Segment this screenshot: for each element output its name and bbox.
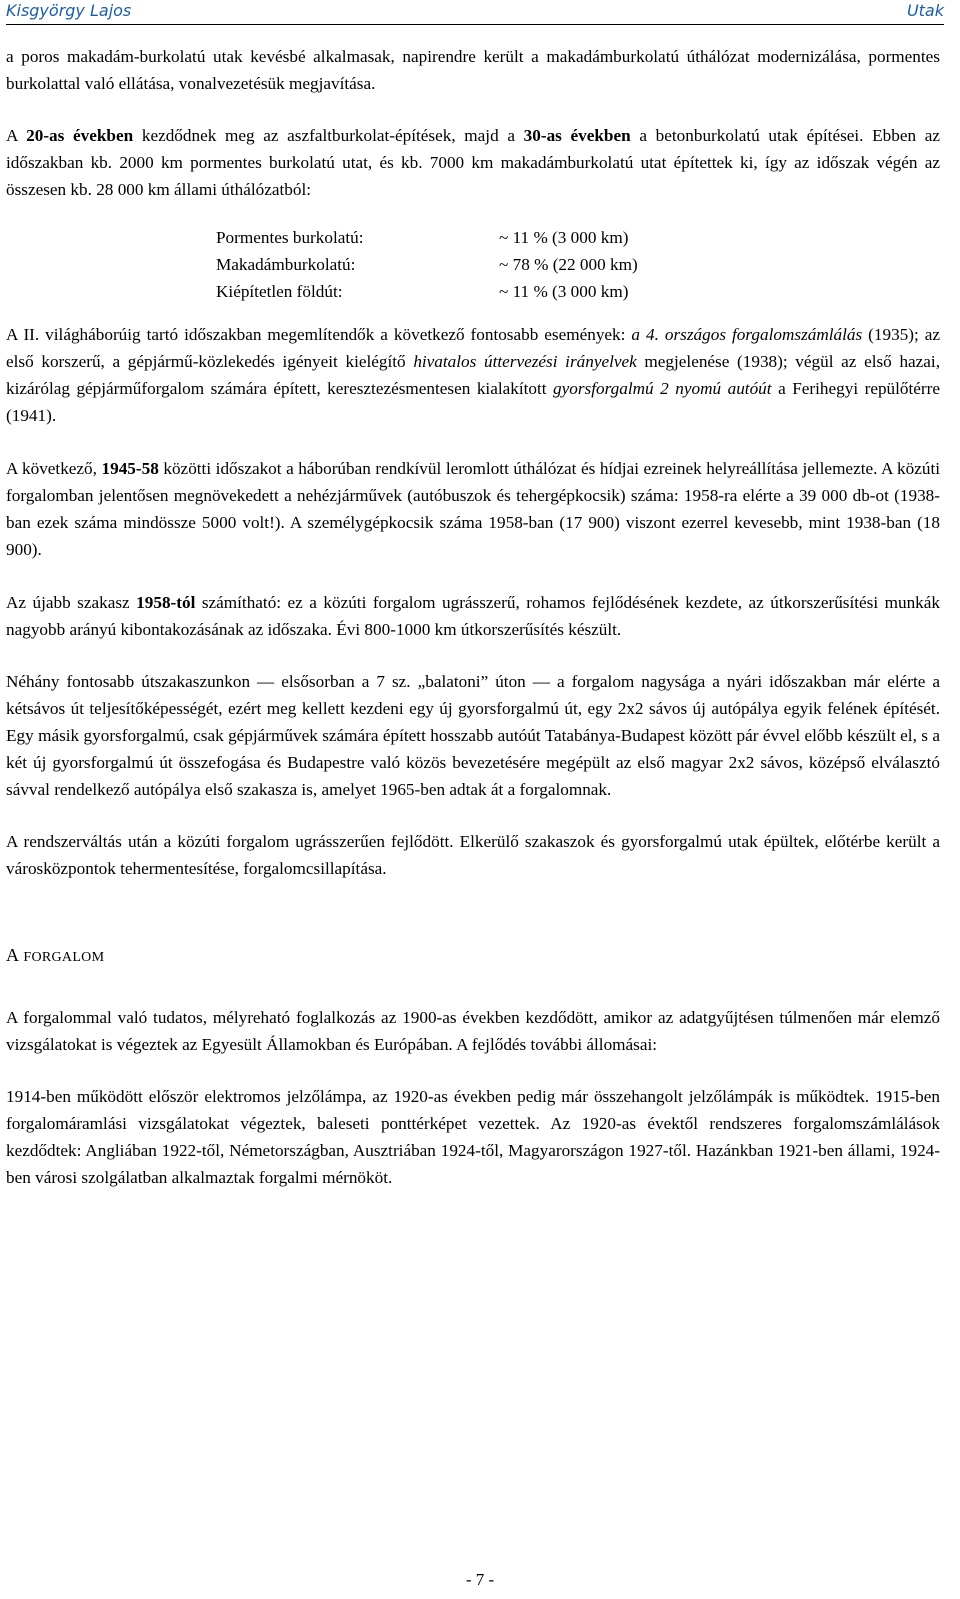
stats-label: Pormentes burkolatú: [216, 228, 364, 247]
p2-bold-1: 20-as években [26, 126, 134, 145]
paragraph-5 [6, 589, 940, 643]
p3-text-a: A II. világháborúig tartó időszakban megemlítendők a következő fontosabb események: [6, 325, 632, 344]
p5-text-a: Az újabb szakasz [6, 593, 137, 612]
p4-bold: 1945-58 [101, 459, 159, 478]
p5-bold: 1958-tól [136, 593, 196, 612]
p4-text-c: közötti időszakot a háborúban rendkívül leromlott úthálózat és hídjai ezreinek helyreállítása jellemezte. A közúti forgalomban jelentősen megnövekedett a nehézjárművek (autóbuszok és tehergépkocsik) száma: 1958-ra elérte a 39 000 db-ot (1938-ban ezek száma mindössze 5000 volt!). A személygépkocsik száma 1958-ban (17 900) viszont ezerrel kevesebb, mint 1938-ban (18 900). [6, 459, 940, 559]
paragraph-1: a poros makadám-burkolatú utak kevésbé alkalmasak, napirendre került a makadámburkolatú úthálózat modernizálása, pormentes burkolattal való ellátása, vonalvezetésük megjavítása. [6, 47, 940, 93]
stats-label: Makadámburkolatú: [216, 255, 356, 274]
running-header [6, 0, 944, 25]
section-heading-rest: FORGALOM [23, 950, 105, 965]
p3-italic-1: a 4. országos forgalomszámlálás [631, 325, 863, 344]
p2-bold-2: 30-as években [523, 126, 631, 145]
p2-text-c: kezdődnek meg az aszfaltburkolat-építések, majd a [133, 126, 524, 145]
p3-italic-2: hivatalos úttervezési irányelvek [413, 352, 637, 371]
body-text [6, 43, 940, 1191]
paragraph-3 [6, 321, 940, 429]
page-number: - 7 - [465, 1570, 495, 1589]
p3-text-c: megjelenése (1938); végül az első hazai, kizárólag gépjárműforgalom számára épített, keresztezésmentesen kialakított [6, 352, 940, 398]
p5-text-c: számítható: ez a közúti forgalom ugrásszerű, rohamos fejlődésének kezdete, az útkorszerűsítési munkák nagyobb arányú kibontakozásának az időszaka. Évi 800-1000 km útkorszerűsítés készült. [6, 593, 940, 639]
section-heading-initial: A [6, 945, 19, 965]
stats-label: Kiépítetlen földút: [216, 282, 343, 301]
stats-row [216, 251, 638, 278]
stats-value: ~ 11 % (3 000 km) [499, 228, 629, 247]
paragraph-6: Néhány fontosabb útszakaszunkon — elsősorban a 7 sz. „balatoni” úton — a forgalom nagysága a nyári időszakban már elérte a kétsávos út teljesítőképességét, ezért meg kellett kezdeni egy új gyorsforgalmú út, egy 2x2 sávos új autópálya egyik felének építését. Egy másik gyorsforgalmú, csak gépjárművek számára épített hosszabb autóút Tatabánya-Budapest között pár évvel előbb készült el, s a két új gyorsforgalmú út összefogása és Budapestre való közös bevezetésére megépült az első magyar 2x2 sávos, középső elválasztó sávval rendelkező autópálya első szakasza is, amelyet 1965-ben adtak át a forgalomnak. [6, 672, 940, 799]
p3-italic-3: gyorsforgalmú 2 nyomú autóút [553, 379, 772, 398]
stats-row [216, 278, 638, 305]
p4-text-a: A következő, [6, 459, 102, 478]
p3-text-d: a Ferihegyi repülőtérre (1941). [6, 379, 940, 425]
section-heading [6, 942, 940, 971]
paragraph-7: A rendszerváltás után a közúti forgalom ugrásszerűen fejlődött. Elkerülő szakaszok és gyorsforgalmú utak épültek, előtérbe került a városközpontok tehermentesítése, forgalomcsillapítása. [6, 832, 940, 878]
paragraph-2 [6, 122, 940, 203]
header-title: Utak [906, 1, 944, 20]
paragraph-4 [6, 455, 940, 563]
p3-text-b: (1935); az első korszerű, a gépjármű-közlekedés igényeit kielégítő [6, 325, 941, 371]
header-author: Kisgyörgy Lajos [6, 1, 132, 20]
road-stats-table [216, 224, 638, 305]
stats-value: ~ 11 % (3 000 km) [499, 282, 629, 301]
stats-value: ~ 78 % (22 000 km) [499, 255, 638, 274]
p2-text-d: a betonburkolatú utak építései. Ebben az időszakban kb. 2000 km pormentes burkolatú utat, és kb. 7000 km makadámburkolatú utat építettek ki, így az időszak végén az összesen kb. 28 000 km állami úthálózatból: [6, 126, 940, 199]
paragraph-9: 1914-ben működött először elektromos jelzőlámpa, az 1920-as években pedig már összehangolt jelzőlámpák is működtek. 1915-ben forgalomáramlási vizsgálatokat végeztek, baleseti ponttérképet vezettek. Az 1920-as évektől rendszeres forgalomszámlálások kezdődtek: Angliában 1922-től, Németországban, Ausztriában 1924-től, Magyarországon 1927-től. Hazánkban 1921-ben állami, 1924-ben városi szolgálatban alkalmaztak forgalmi mérnököt. [6, 1087, 940, 1187]
stats-row [216, 224, 638, 251]
paragraph-8: A forgalommal való tudatos, mélyreható foglalkozás az 1900-as években kezdődött, amikor az adatgyűjtésen túlmenően már elemző vizsgálatokat is végeztek az Egyesült Államokban és Európában. A fejlődés további állomásai: [6, 1008, 940, 1054]
p2-text-a: A [6, 126, 27, 145]
